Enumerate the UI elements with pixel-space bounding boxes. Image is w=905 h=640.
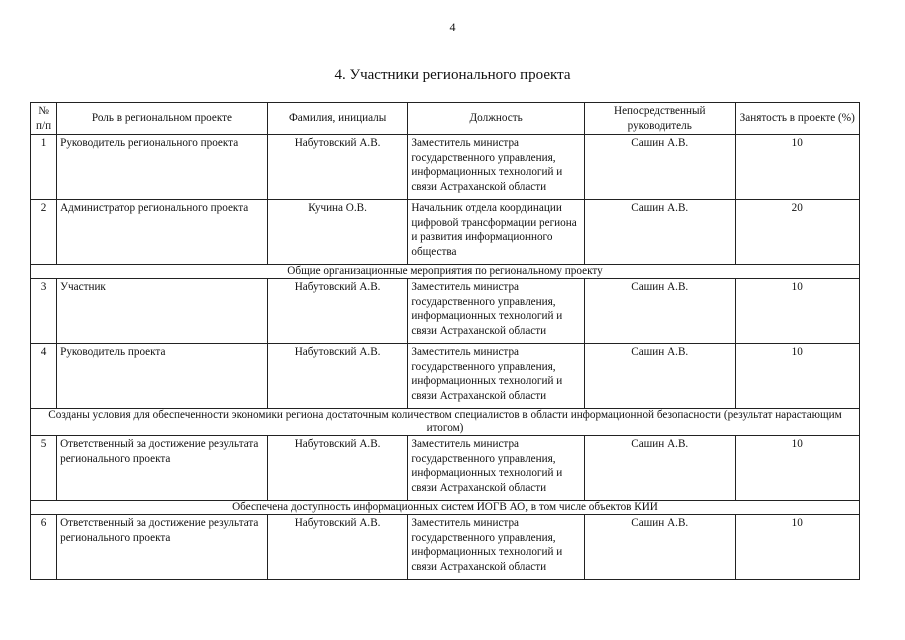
row-load: 10: [735, 436, 860, 501]
table-row: [31, 135, 860, 200]
table-row: [31, 515, 860, 580]
table-row: [31, 200, 860, 265]
page-number: 4: [449, 20, 456, 34]
row-position: Заместитель министра государственного управления, информационных технологий и связи Астраханской области: [408, 436, 585, 501]
row-role: Администратор регионального проекта: [57, 200, 268, 265]
header-position: Должность: [408, 103, 585, 135]
subheading: Созданы условия для обеспеченности экономики региона достаточным количеством специалистов в области информационной безопасности (результат нарастающим итогом): [31, 409, 860, 436]
row-position: Заместитель министра государственного управления, информационных технологий и связи Астраханской области: [408, 344, 585, 409]
row-supervisor: Сашин А.В.: [584, 515, 735, 580]
row-supervisor: Сашин А.В.: [584, 135, 735, 200]
row-load: 10: [735, 515, 860, 580]
row-role: Ответственный за достижение результата регионального проекта: [57, 436, 268, 501]
row-supervisor: Сашин А.В.: [584, 436, 735, 501]
row-position: Заместитель министра государственного управления, информационных технологий и связи Астраханской области: [408, 135, 585, 200]
table-header-row: [31, 103, 860, 135]
header-num: № п/п: [31, 103, 57, 135]
table-row: [31, 279, 860, 344]
subheading-row: [31, 409, 860, 436]
row-supervisor: Сашин А.В.: [584, 344, 735, 409]
row-num: 2: [31, 200, 57, 265]
section-title: 4. Участники регионального проекта: [334, 67, 571, 83]
participants-table: [30, 102, 860, 580]
row-name: Набутовский А.В.: [267, 515, 408, 580]
row-load: 10: [735, 344, 860, 409]
row-load: 20: [735, 200, 860, 265]
row-load: 10: [735, 135, 860, 200]
row-num: 6: [31, 515, 57, 580]
row-name: Кучина О.В.: [267, 200, 408, 265]
row-name: Набутовский А.В.: [267, 135, 408, 200]
row-role: Руководитель проекта: [57, 344, 268, 409]
header-name: Фамилия, инициалы: [267, 103, 408, 135]
row-role: Участник: [57, 279, 268, 344]
subheading: Общие организационные мероприятия по региональному проекту: [31, 265, 860, 279]
row-name: Набутовский А.В.: [267, 436, 408, 501]
row-num: 1: [31, 135, 57, 200]
row-role: Руководитель регионального проекта: [57, 135, 268, 200]
row-position: Заместитель министра государственного управления, информационных технологий и связи Астраханской области: [408, 279, 585, 344]
header-load: Занятость в проекте (%): [735, 103, 860, 135]
table-row: [31, 344, 860, 409]
table-row: [31, 436, 860, 501]
row-position: Начальник отдела координации цифровой трансформации региона и развития информационного общества: [408, 200, 585, 265]
subheading-row: [31, 501, 860, 515]
row-name: Набутовский А.В.: [267, 344, 408, 409]
subheading: Обеспечена доступность информационных систем ИОГВ АО, в том числе объектов КИИ: [31, 501, 860, 515]
row-role: Ответственный за достижение результата регионального проекта: [57, 515, 268, 580]
row-position: Заместитель министра государственного управления, информационных технологий и связи Астраханской области: [408, 515, 585, 580]
row-num: 4: [31, 344, 57, 409]
subheading-row: [31, 265, 860, 279]
header-supervisor: Непосредственный руководитель: [584, 103, 735, 135]
row-supervisor: Сашин А.В.: [584, 200, 735, 265]
row-num: 3: [31, 279, 57, 344]
row-load: 10: [735, 279, 860, 344]
row-num: 5: [31, 436, 57, 501]
row-name: Набутовский А.В.: [267, 279, 408, 344]
row-supervisor: Сашин А.В.: [584, 279, 735, 344]
header-role: Роль в региональном проекте: [57, 103, 268, 135]
